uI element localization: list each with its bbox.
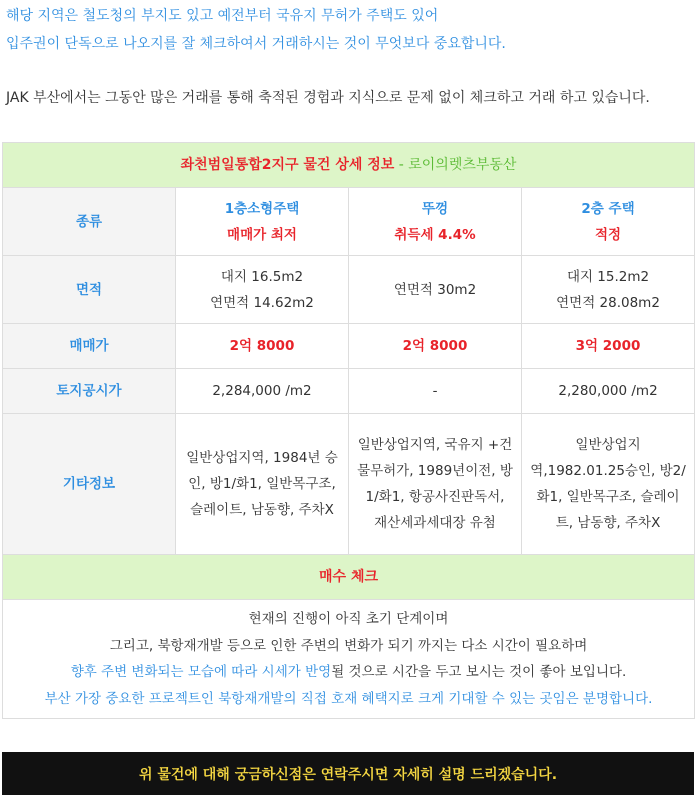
table-row-land-price bbox=[3, 369, 695, 414]
row-label-price: 매매가 bbox=[3, 324, 176, 369]
table-row-type bbox=[3, 188, 695, 256]
type-tag-3: 적정 bbox=[594, 226, 622, 243]
price-cell-3: 3억 2000 bbox=[522, 324, 695, 369]
row-label-area: 면적 bbox=[3, 256, 176, 324]
type-cell-1 bbox=[176, 188, 349, 256]
check-line-3-rest: 될 것으로 시간을 두고 보시는 것이 좋아 보입니다. bbox=[331, 664, 627, 680]
etc-cell-3: 일반상업지역,1982.01.25승인, 방2/화1, 일반목구조, 슬레이트, 남동향, 주차X bbox=[522, 414, 695, 555]
price-cell-2: 2억 8000 bbox=[349, 324, 522, 369]
area-cell-3 bbox=[522, 256, 695, 324]
table-title-row bbox=[3, 143, 695, 188]
price-cell-1: 2억 8000 bbox=[176, 324, 349, 369]
check-title-row bbox=[3, 555, 695, 600]
row-label-type: 종류 bbox=[3, 188, 176, 256]
area-line-3b: 연면적 28.08m2 bbox=[556, 294, 660, 311]
area-line-2a: 연면적 30m2 bbox=[393, 281, 477, 298]
check-title: 매수 체크 bbox=[3, 555, 695, 600]
row-label-land-price: 토지공시가 bbox=[3, 369, 176, 414]
etc-cell-1: 일반상업지역, 1984년 승인, 방1/화1, 일반목구조, 슬레이트, 남동향, 주차X bbox=[176, 414, 349, 555]
type-name-1: 1층소형주택 bbox=[224, 200, 300, 217]
check-body-row bbox=[3, 600, 695, 719]
area-cell-2 bbox=[349, 256, 522, 324]
area-line-1a: 대지 16.5m2 bbox=[220, 268, 304, 285]
check-line-3-highlight: 향후 주변 변화되는 모습에 따라 시세가 반영 bbox=[70, 664, 332, 680]
area-line-1b: 연면적 14.62m2 bbox=[210, 294, 314, 311]
etc-cell-2: 일반상업지역, 국유지 +건물무허가, 1989년이전, 방1/화1, 항공사진판독서, 재산세과세대장 유첨 bbox=[349, 414, 522, 555]
row-label-etc: 기타정보 bbox=[3, 414, 176, 555]
property-detail-table bbox=[2, 142, 695, 719]
intro-line-2: 입주권이 단독으로 나오지를 잘 체크하여서 거래하시는 것이 무엇보다 중요합니다. bbox=[6, 36, 506, 52]
check-line-4: 부산 가장 중요한 프로젝트인 북항재개발의 직접 호재 혜택지로 크게 기대할 수 있는 곳임은 분명합니다. bbox=[44, 690, 653, 707]
check-line-3 bbox=[11, 659, 686, 686]
type-cell-2 bbox=[349, 188, 522, 256]
check-line-2: 그리고, 북항재개발 등으로 인한 주변의 변화가 되기 까지는 다소 시간이 필요하며 bbox=[109, 637, 588, 654]
table-title-main: 좌천범일통합2지구 물건 상세 정보 bbox=[180, 157, 395, 173]
check-body bbox=[3, 600, 695, 719]
check-line-1: 현재의 진행이 아직 초기 단계이며 bbox=[248, 611, 449, 627]
type-tag-2: 취득세 4.4% bbox=[394, 226, 476, 243]
area-line-3a: 대지 15.2m2 bbox=[566, 268, 650, 285]
table-title bbox=[3, 143, 695, 188]
contact-banner bbox=[2, 752, 694, 795]
land-price-cell-2: - bbox=[349, 369, 522, 414]
intro-text bbox=[6, 2, 696, 112]
contact-banner-text: 위 물건에 대해 궁금하신점은 연락주시면 자세히 설명 드리겠습니다. bbox=[138, 766, 558, 783]
table-row-etc bbox=[3, 414, 695, 555]
type-name-2: 뚜껑 bbox=[421, 200, 449, 217]
area-cell-1 bbox=[176, 256, 349, 324]
table-title-sub: - 로이의렛츠부동산 bbox=[394, 157, 517, 173]
intro-line-3: JAK 부산에서는 그동안 많은 거래를 통해 축적된 경험과 지식으로 문제 없이 체크하고 거래 하고 있습니다. bbox=[6, 90, 650, 106]
land-price-cell-3: 2,280,000 /m2 bbox=[522, 369, 695, 414]
intro-line-1: 해당 지역은 철도청의 부지도 있고 예전부터 국유지 무허가 주택도 있어 bbox=[6, 8, 439, 24]
table-row-price bbox=[3, 324, 695, 369]
type-tag-1: 매매가 최저 bbox=[227, 226, 297, 243]
table-row-area bbox=[3, 256, 695, 324]
land-price-cell-1: 2,284,000 /m2 bbox=[176, 369, 349, 414]
type-cell-3 bbox=[522, 188, 695, 256]
type-name-3: 2층 주택 bbox=[581, 200, 635, 217]
